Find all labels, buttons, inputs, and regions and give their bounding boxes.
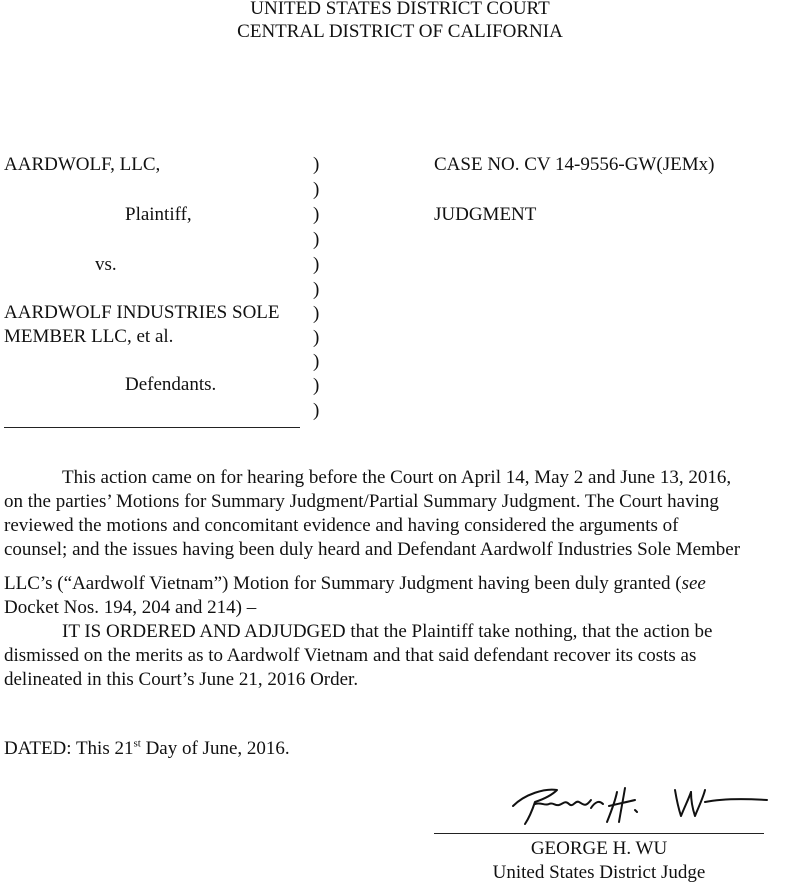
caption-paren: ) [313, 327, 320, 348]
dated-prefix: DATED: This 21 [4, 738, 134, 759]
caption-paren: ) [313, 279, 320, 300]
caption-paren: ) [313, 204, 320, 225]
defendant-role: Defendants. [125, 374, 217, 395]
body-line [4, 572, 798, 596]
order-line: delineated in this Court’s June 21, 2016 Order. [4, 669, 359, 690]
court-district: CENTRAL DISTRICT OF CALIFORNIA [237, 21, 563, 42]
plaintiff-name: AARDWOLF, LLC, [4, 154, 161, 175]
caption-paren: ) [313, 400, 320, 421]
body-line: counsel; and the issues having been duly heard and Defendant Aardwolf Industries Sole Member [4, 539, 741, 560]
body-line: on the parties’ Motions for Summary Judgment/Partial Summary Judgment. The Court having [4, 491, 719, 512]
document-type: JUDGMENT [434, 204, 537, 225]
caption-paren: ) [313, 351, 320, 372]
judge-title: United States District Judge [492, 862, 706, 883]
body-text: LLC’s (“Aardwolf Vietnam”) Motion for Summary Judgment having been duly granted ( [4, 573, 682, 594]
order-line: IT IS ORDERED AND ADJUDGED that the Plaintiff take nothing, that the action be [62, 621, 713, 642]
signature-mark [505, 778, 775, 828]
case-number: CASE NO. CV 14-9556-GW(JEMx) [434, 154, 715, 175]
judge-signature [505, 778, 775, 834]
dated-line [4, 738, 290, 760]
caption-paren: ) [313, 375, 320, 396]
see-citation: see [681, 573, 706, 594]
caption-paren: ) [313, 303, 320, 324]
caption-paren: ) [313, 179, 320, 200]
judge-name: GEORGE H. WU [530, 838, 668, 859]
court-name: UNITED STATES DISTRICT COURT [250, 0, 550, 19]
caption-paren: ) [313, 154, 320, 175]
caption-paren: ) [313, 229, 320, 250]
caption-underline [4, 427, 300, 428]
versus-label: vs. [95, 254, 117, 275]
caption-paren: ) [313, 254, 320, 275]
order-line: dismissed on the merits as to Aardwolf Vietnam and that said defendant recover its costs as [4, 645, 697, 666]
body-line: reviewed the motions and concomitant evidence and having considered the arguments of [4, 515, 679, 536]
body-line: Docket Nos. 194, 204 and 214) – [4, 597, 257, 618]
defendant-name-line1: AARDWOLF INDUSTRIES SOLE [4, 302, 280, 323]
body-line: This action came on for hearing before the Court on April 14, May 2 and June 13, 2016, [62, 467, 732, 488]
signature-line [434, 833, 764, 834]
dated-ordinal: st [133, 737, 141, 750]
dated-suffix: Day of June, 2016. [140, 738, 290, 759]
defendant-name-line2: MEMBER LLC, et al. [4, 326, 174, 347]
plaintiff-role: Plaintiff, [125, 204, 192, 225]
